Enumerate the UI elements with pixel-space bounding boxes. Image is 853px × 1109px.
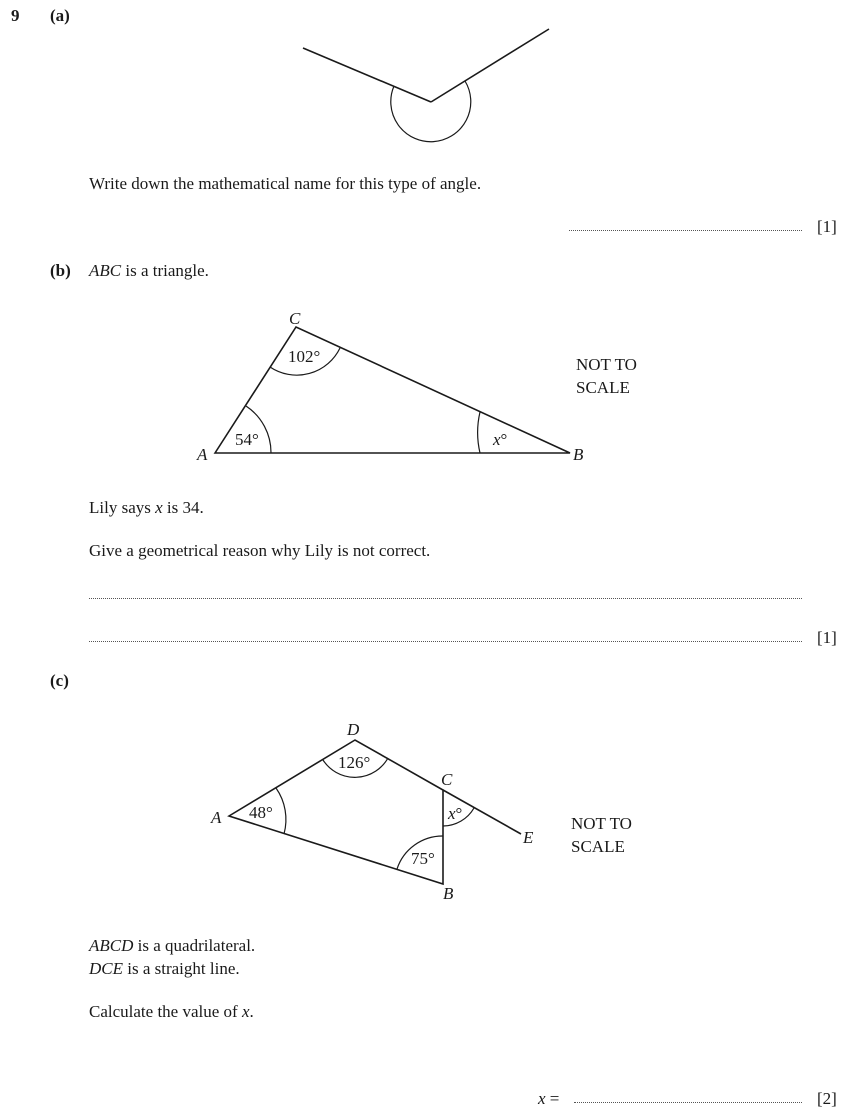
vertex-label-b2: B [443,884,454,903]
part-c-marks: [2] [817,1089,837,1108]
part-c-label: (c) [50,671,69,690]
part-c-answer-line[interactable] [574,1102,802,1103]
angle-label-c: 102° [288,347,321,366]
part-b-note-line1: NOT TO [576,355,637,374]
part-a-marks: [1] [817,217,837,236]
part-c-note-line2: SCALE [571,837,625,856]
part-b-label: (b) [50,261,71,280]
vertex-label-e: E [523,828,534,847]
angle-arm-right [431,29,549,102]
part-b-answer-line-1[interactable] [89,598,802,599]
part-c-note-line1: NOT TO [571,814,632,833]
part-b-intro: ABC is a triangle. [89,261,209,280]
part-b-answer-line-2[interactable] [89,641,802,642]
vertex-label-b: B [573,445,584,464]
part-c-prompt: Calculate the value of x. [89,1002,254,1021]
angle-arm-left [303,48,431,102]
part-c-fact-2: DCE is a straight line. [89,959,240,978]
angle-label-b-quad: 75° [411,849,435,868]
vertex-label-c: C [289,309,301,328]
vertex-label-a2: A [211,808,222,827]
part-c-answer-label: x = [538,1089,560,1108]
vertex-label-a: A [197,445,208,464]
angle-label-d: 126° [338,753,371,772]
part-b-lily-statement: Lily says x is 34. [89,498,204,517]
angle-label-c-exterior: x° [448,804,463,823]
part-b-prompt: Give a geometrical reason why Lily is not correct. [89,541,431,560]
vertex-label-c2: C [441,770,453,789]
vertex-label-d: D [347,720,360,739]
part-a-answer-line[interactable] [569,230,802,231]
triangle-abc-diagram [196,309,584,464]
part-a-prompt: Write down the mathematical name for this type of angle. [89,174,482,193]
angle-label-a: 54° [235,430,259,449]
angle-label-a-quad: 48° [249,803,273,822]
reflex-angle-diagram [303,29,549,142]
part-c-fact-1: ABCD is a quadrilateral. [89,936,256,955]
question-number: 9 [11,6,20,25]
angle-arc-a-quad [276,788,286,834]
part-a-label: (a) [50,6,70,25]
quadrilateral-abcd-diagram [210,720,534,903]
angle-label-b: x° [493,430,508,449]
part-b-note-line2: SCALE [576,378,630,397]
angle-arc-b [478,412,480,453]
part-b-marks: [1] [817,628,837,647]
